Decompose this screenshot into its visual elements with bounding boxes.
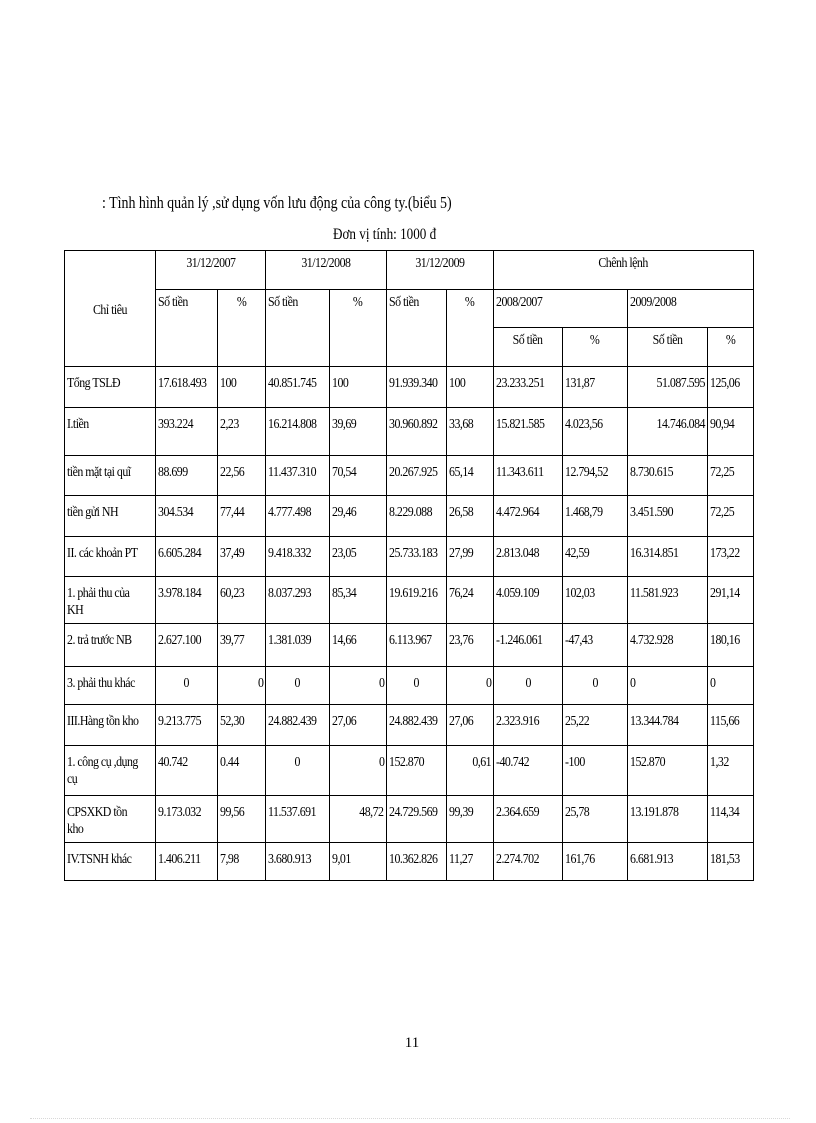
row-label: 1. công cụ ,dụng cụ bbox=[65, 746, 156, 796]
table-row: 2. trả trước NB 2.627.100 39,77 1.381.039 14,66 6.113.967 23,76 -1.246.061 -47,43 4.732.928 180,16 bbox=[65, 624, 754, 667]
row-label: tiền mặt tại quĩ bbox=[65, 456, 156, 496]
unit-label: Đơn vị tính: 1000 đ bbox=[333, 226, 437, 243]
percent-header: % bbox=[330, 290, 387, 367]
table-row: IV.TSNH khác 1.406.211 7,98 3.680.913 9,01 10.362.826 11,27 2.274.702 161,76 6.681.913 181,53 bbox=[65, 843, 754, 881]
row-label: III.Hàng tồn kho bbox=[65, 705, 156, 746]
row-label: 2. trả trước NB bbox=[65, 624, 156, 667]
row-label: CPSXKD tồn kho bbox=[65, 796, 156, 843]
percent-header: % bbox=[218, 290, 266, 367]
page-number: 11 bbox=[404, 1035, 420, 1051]
amount-header: Số tiền bbox=[628, 328, 708, 367]
row-label: 3. phải thu khác bbox=[65, 667, 156, 705]
row-label: II. các khoản PT bbox=[65, 537, 156, 577]
table-row: II. các khoản PT 6.605.284 37,49 9.418.332 23,05 25.733.183 27,99 2.813.048 42,59 16.314.851 173,22 bbox=[65, 537, 754, 577]
difference-header: Chênh lệnh bbox=[494, 251, 754, 290]
row-label: IV.TSNH khác bbox=[65, 843, 156, 881]
table-row: tiền gửi NH 304.534 77,44 4.777.498 29,46 8.229.088 26,58 4.472.964 1.468,79 3.451.590 72,25 bbox=[65, 496, 754, 537]
percent-header: % bbox=[708, 328, 754, 367]
table-row: Tổng TSLĐ 17.618.493 100 40.851.745 100 91.939.340 100 23.233.251 131,87 51.087.595 125,06 bbox=[65, 367, 754, 408]
table-row: 1. công cụ ,dụng cụ 40.742 0.44 0 0 152.870 0,61 -40.742 -100 152.870 1,32 bbox=[65, 746, 754, 796]
table-row: 1. phải thu của KH 3.978.184 60,23 8.037.293 85,34 19.619.216 76,24 4.059.109 102,03 11.581.923 291,14 bbox=[65, 577, 754, 624]
table-row: 3. phải thu khác 0 0 0 0 0 0 0 0 0 0 bbox=[65, 667, 754, 705]
period-header-2009-2008: 2009/2008 bbox=[628, 290, 754, 328]
row-label: Tổng TSLĐ bbox=[65, 367, 156, 408]
year-header-2009: 31/12/2009 bbox=[387, 251, 494, 290]
table-row: I.tiền 393.224 2,23 16.214.808 39,69 30.960.892 33,68 15.821.585 4.023,56 14.746.084 90,94 bbox=[65, 408, 754, 456]
page-bottom-divider bbox=[30, 1118, 790, 1119]
table-caption: : Tình hình quản lý ,sử dụng vốn lưu động của công ty.(biểu 5) bbox=[102, 193, 452, 212]
year-header-2008: 31/12/2008 bbox=[266, 251, 387, 290]
percent-header: % bbox=[447, 290, 494, 367]
row-label: 1. phải thu của KH bbox=[65, 577, 156, 624]
working-capital-table bbox=[64, 250, 754, 881]
row-label: I.tiền bbox=[65, 408, 156, 456]
table-row: III.Hàng tồn kho 9.213.775 52,30 24.882.439 27,06 24.882.439 27,06 2.323.916 25,22 13.344.784 115,66 bbox=[65, 705, 754, 746]
indicator-header: Chỉ tiêu bbox=[65, 251, 156, 367]
amount-header: Số tiền bbox=[266, 290, 330, 367]
table-row: tiền mặt tại quĩ 88.699 22,56 11.437.310 70,54 20.267.925 65,14 11.343.611 12.794,52 8.730.615 72,25 bbox=[65, 456, 754, 496]
amount-header: Số tiền bbox=[387, 290, 447, 367]
year-header-2007: 31/12/2007 bbox=[156, 251, 266, 290]
amount-header: Số tiền bbox=[494, 328, 563, 367]
period-header-2008-2007: 2008/2007 bbox=[494, 290, 628, 328]
row-label: tiền gửi NH bbox=[65, 496, 156, 537]
amount-header: Số tiền bbox=[156, 290, 218, 367]
table-row: CPSXKD tồn kho 9.173.032 99,56 11.537.691 48,72 24.729.569 99,39 2.364.659 25,78 13.191.878 114,34 bbox=[65, 796, 754, 843]
percent-header: % bbox=[563, 328, 628, 367]
